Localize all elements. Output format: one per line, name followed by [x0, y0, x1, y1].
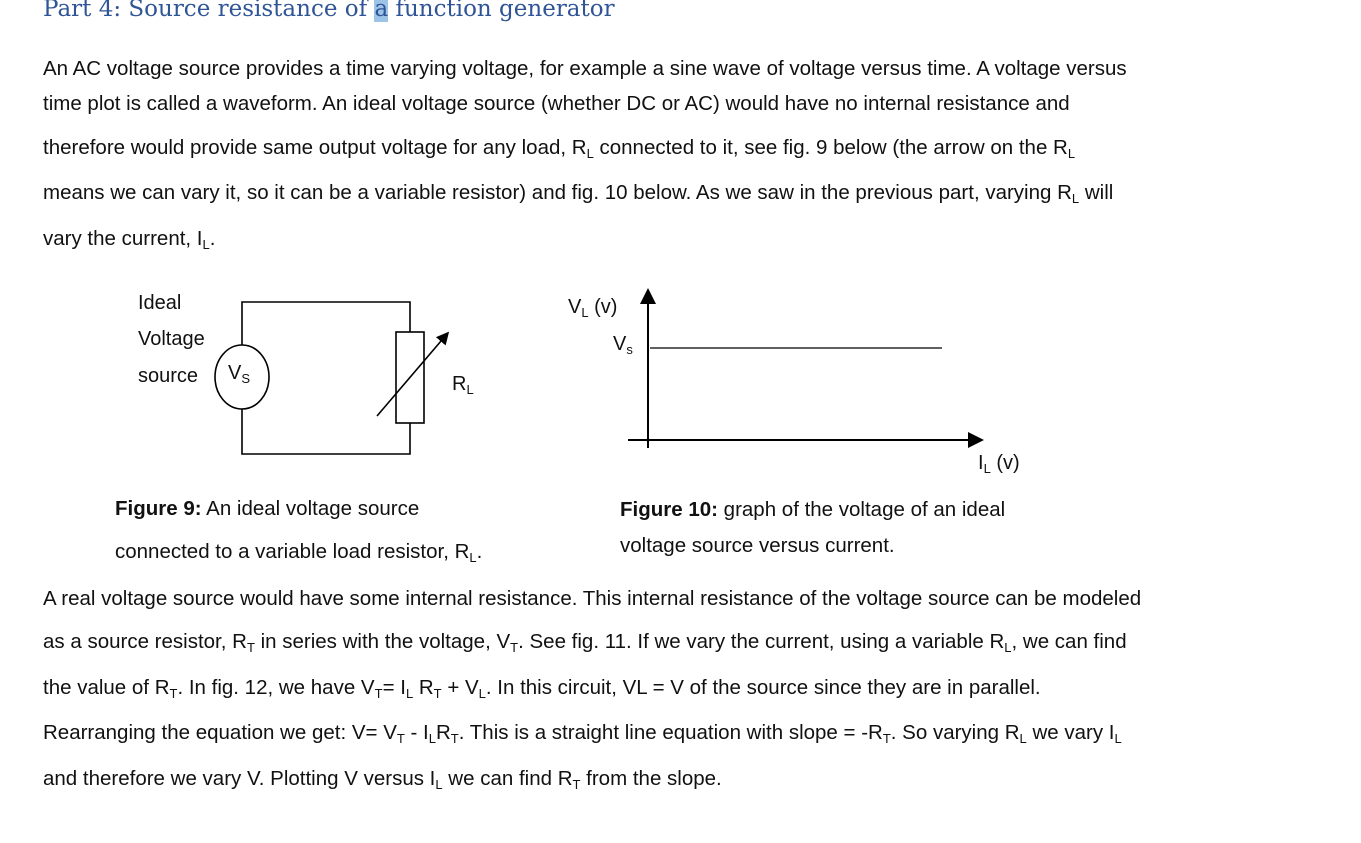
figure-10-caption-2: voltage source versus current. [620, 534, 895, 557]
text-line: means we can vary it, so it can be a variable resistor) and fig. 10 below. As we saw in the previous part, varying $R_L$ will [43, 181, 1114, 206]
label-ideal: Ideal [138, 292, 182, 314]
figure-9-caption-2: connected to a variable load resistor, $R_L$. [115, 540, 483, 565]
text-line: time plot is called a waveform. An ideal voltage source (whether DC or AC) would have no internal resistance and [43, 92, 1070, 115]
variable-arrow-icon [377, 334, 447, 416]
vs-label: $V_s$ [613, 333, 633, 357]
text-line: A real voltage source would have some internal resistance. This internal resistance of the voltage source can be modeled [43, 587, 1142, 610]
label-rl: $R_L$ [452, 373, 474, 397]
text-line: vary the current, $I_L$. [43, 227, 216, 252]
label-source: source [138, 365, 199, 387]
text-line: therefore would provide same output voltage for any load, $R_L$ connected to it, see fig. 9 below (the arrow on the $R_L$ [43, 136, 1076, 161]
x-axis-label: $I_L$ (v) [978, 452, 1020, 476]
y-axis-label: $V_L$ (v) [568, 296, 618, 320]
label-vs: $V_S$ [228, 362, 251, 386]
text-line: and therefore we vary V. Plotting V versus $I_L$ we can find $R_T$ from the slope. [43, 767, 722, 792]
figure-9-caption: Figure 9: An ideal voltage source [115, 497, 420, 520]
text-line: the value of $R_T$. In fig. 12, we have $V_T= I_L$ $R_T + V_L$. In this circuit, VL = V of the source since they are in parallel. [43, 676, 1041, 701]
label-voltage: Voltage [138, 328, 205, 350]
text-line: as a source resistor, $R_T$ in series with the voltage, $V_T$. See fig. 11. If we vary the current, using a variable $R_L$, we can find [43, 630, 1127, 655]
text-line: An AC voltage source provides a time varying voltage, for example a sine wave of voltage versus time. A voltage versus [43, 57, 1127, 80]
text-line: Rearranging the equation we get: $V= V_T - I_LR_T$. This is a straight line equation with slope = $-R_T$. So varying $R_L$ we vary $I_L$ [43, 721, 1122, 746]
figure-10-caption: Figure 10: graph of the voltage of an ideal [620, 498, 1006, 521]
circuit-wire [242, 302, 410, 454]
graph [628, 292, 980, 448]
section-heading: Part 4: Source resistance of a function generator [43, 0, 615, 22]
